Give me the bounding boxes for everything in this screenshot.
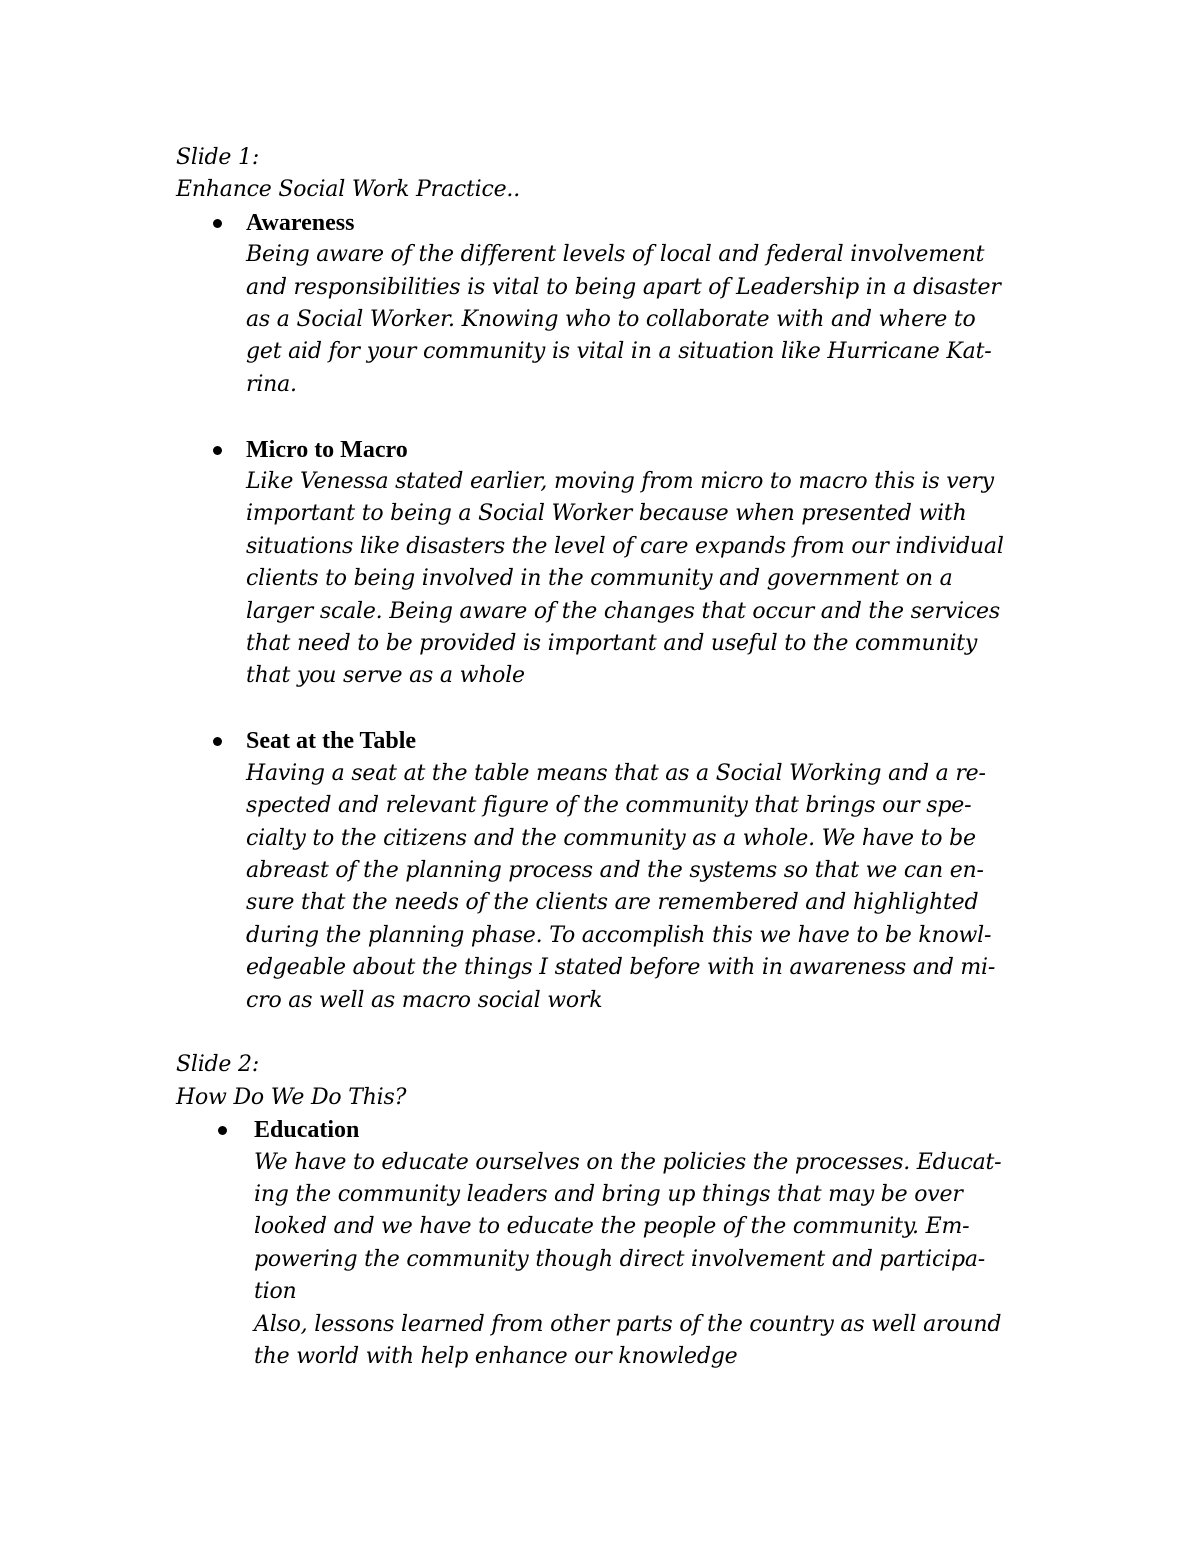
bullet-heading: Micro to Macro [246, 436, 408, 463]
bullet-item-micro-to-macro [176, 434, 1046, 693]
slide-label: Slide 1: [176, 145, 260, 170]
body-line: get aid for your community is vital in a situation like Hurricane Kat- [246, 339, 992, 365]
body-line: as a Social Worker. Knowing who to collaborate with and where to [246, 307, 976, 333]
body-line: sure that the needs of the clients are remembered and highlighted [246, 890, 979, 916]
body-line: important to being a Social Worker because when presented with [246, 501, 967, 527]
bullet-dot-icon [213, 737, 222, 746]
slide-1-section [176, 142, 1046, 1017]
body-line: edgeable about the things I stated before with in awareness and mi- [246, 955, 996, 981]
bullet-heading: Seat at the Table [246, 728, 417, 755]
body-line: Having a seat at the table means that as a Social Working and a re- [246, 760, 986, 786]
bullet-dot-icon [218, 1126, 227, 1135]
body-line: larger scale. Being aware of the changes that occur and the services [246, 598, 1000, 624]
bullet-dot-icon [213, 219, 222, 228]
slide-2-section [176, 1049, 1046, 1373]
body-line: that you serve as a whole [246, 663, 525, 689]
body-line: that need to be provided is important and useful to the community [246, 631, 978, 657]
slide-label: Slide 2: [176, 1052, 260, 1078]
bullet-heading: Education [254, 1117, 360, 1144]
body-line: cialty to the citizens and the community as a whole. We have to be [246, 825, 976, 851]
bullet-item-seat-at-table [176, 725, 1046, 1017]
bullet-dot-icon [213, 446, 222, 455]
body-line: ing the community leaders and bring up things that may be over [254, 1181, 963, 1207]
blank-line [176, 1017, 1046, 1049]
body-line: situations like disasters the level of care expands from our individual [246, 533, 1004, 559]
body-line: looked and we have to educate the people of the community. Em- [254, 1214, 970, 1240]
body-line: powering the community though direct involvement and participa- [254, 1246, 985, 1272]
bullet-list [176, 207, 1046, 1017]
body-line: and responsibilities is vital to being apart of Leadership in a disaster [246, 274, 1001, 300]
bullet-heading: Awareness [246, 209, 355, 236]
body-line: the world with help enhance our knowledge [254, 1343, 738, 1369]
body-line: spected and relevant figure of the community that brings our spe- [246, 793, 972, 819]
slide-title: Enhance Social Work Practice.. [176, 177, 521, 203]
body-line: cro as well as macro social work [246, 987, 603, 1013]
slide-title: How Do We Do This? [176, 1084, 407, 1110]
bullet-item-education [176, 1114, 1046, 1373]
blank-line [176, 401, 1046, 433]
body-line: clients to being involved in the community and government on a [246, 566, 953, 592]
body-line: We have to educate ourselves on the policies the processes. Educat- [254, 1149, 1002, 1175]
body-line: abreast of the planning process and the systems so that we can en- [246, 857, 984, 883]
bullet-list [176, 1114, 1046, 1373]
body-line: Also, lessons learned from other parts of the country as well around [254, 1311, 1002, 1337]
body-line: Being aware of the different levels of local and federal involvement [246, 242, 985, 268]
body-line: tion [254, 1279, 297, 1305]
blank-line [176, 693, 1046, 725]
body-line: during the planning phase. To accomplish this we have to be knowl- [246, 922, 992, 948]
body-line: Like Venessa stated earlier, moving from micro to macro this is very [246, 469, 994, 495]
document-body [176, 142, 1046, 1373]
bullet-item-awareness [176, 207, 1046, 401]
body-line: rina. [246, 371, 297, 397]
